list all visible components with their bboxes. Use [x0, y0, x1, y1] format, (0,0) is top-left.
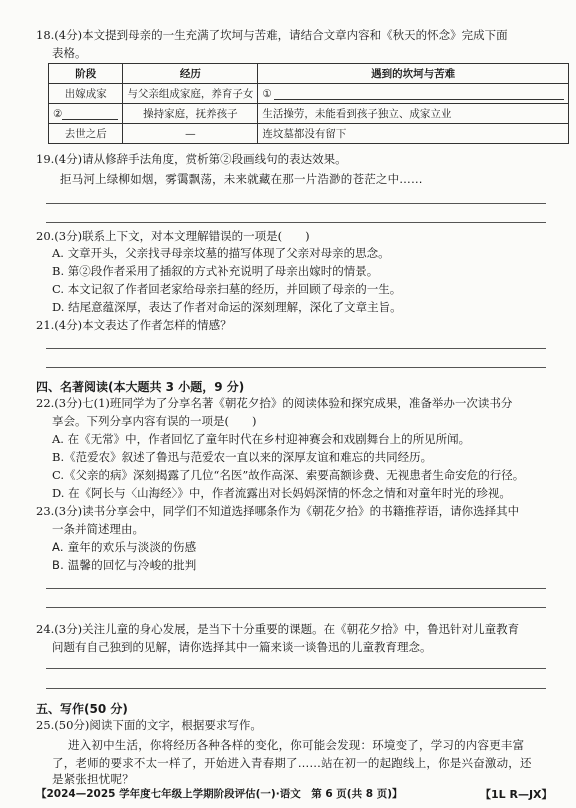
answer-line[interactable]	[46, 688, 546, 689]
q23-option-b: B. 温馨的回忆与冷峻的批判	[52, 558, 197, 572]
table-cell: —	[123, 124, 258, 144]
q20-stem: 20.(3分)联系上下文，对本文理解错误的一项是( )	[36, 229, 310, 243]
q25-quote-line3: 是紧张担忧呢？	[52, 772, 134, 786]
table-row	[49, 124, 569, 144]
table-header-stage: 阶段	[49, 64, 123, 84]
q18-line1: 18.(4分)本文提到母亲的一生充满了坎坷与苦难，请结合文章内容和《秋天的怀念》完成下面	[36, 28, 508, 42]
q23-line1: 23.(3分)读书分享会中，同学们不知道选择哪条作为《朝花夕拾》的书籍推荐语，请你选择其中	[36, 504, 520, 518]
table-cell: 操持家庭，抚养孩子	[123, 104, 258, 124]
page-footer-code: 【1L R—JX】	[480, 788, 553, 801]
q20-option-c: C. 本文记叙了作者回老家给母亲扫墓的经历，并回顾了母亲的一生。	[52, 282, 402, 296]
q22-option-a: A. 在《无常》中，作者回忆了童年时代在乡村迎神赛会和戏剧舞台上的所见所闻。	[52, 432, 471, 446]
q22-line1: 22.(3分)七(1)班同学为了分享名著《朝花夕拾》的阅读体验和探究成果，准备举办一次读书分	[36, 396, 513, 410]
answer-line[interactable]	[46, 203, 546, 204]
answer-blank[interactable]	[62, 109, 118, 120]
answer-line[interactable]	[46, 668, 546, 669]
answer-blank[interactable]	[274, 89, 564, 100]
q20-option-b: B. 第②段作者采用了插叙的方式补充说明了母亲出嫁时的情景。	[52, 264, 379, 278]
q25-quote-line1: 进入初中生活，你将经历各种各样的变化，你可能会发现：环境变了，学习的内容更丰富	[68, 738, 525, 752]
answer-line[interactable]	[46, 348, 546, 349]
q21-line1: 21.(4分)本文表达了作者怎样的情感？	[36, 318, 232, 332]
q22-option-d: D. 在《阿长与〈山海经〉》中，作者流露出对长妈妈深情的怀念之情和对童年时光的珍视。	[52, 486, 511, 500]
q18-line2: 表格。	[52, 46, 87, 60]
table-header-hardship: 遇到的坎坷与苦难	[258, 64, 568, 84]
q22-line2: 享会。下列分享内容有误的一项是( )	[52, 414, 257, 428]
table-cell: 生活操劳，未能看到孩子独立、成家立业	[258, 104, 568, 124]
q24-line2: 问题有自己独到的见解，请你选择其中一篇来谈一谈鲁迅的儿童教育理念。	[52, 640, 432, 654]
table-cell-answer-1[interactable]	[258, 84, 568, 104]
q23-line2: 一条并简述理由。	[52, 522, 144, 536]
q23-option-a: A. 童年的欢乐与淡淡的伤感	[52, 540, 197, 554]
page-footer: 【2024—2025 学年度七年级上学期阶段评估(一)·语文 第 6 页(共 8 页)】	[36, 788, 403, 800]
table-header-experience: 经历	[123, 64, 258, 84]
section-5-title: 五、写作(50 分)	[36, 702, 128, 716]
table-cell: 去世之后	[49, 124, 123, 144]
table-cell: 与父亲组成家庭，养育子女	[123, 84, 258, 104]
q25-line1: 25.(50分)阅读下面的文字，根据要求写作。	[36, 718, 262, 732]
q20-option-d: D. 结尾意蕴深厚，表达了作者对命运的深刻理解，深化了文章主旨。	[52, 300, 402, 314]
q25-quote-line2: 了，老师的要求不太一样了，开始进入青春期了……站在初一的起跑线上，你是兴奋激动，还	[52, 756, 532, 770]
table-header-row	[49, 64, 569, 84]
answer-line[interactable]	[46, 607, 546, 608]
table-row	[49, 104, 569, 124]
q24-line1: 24.(3分)关注儿童的身心发展，是当下十分重要的课题。在《朝花夕拾》中，鲁迅针对儿童教育	[36, 622, 520, 636]
table-cell: 出嫁成家	[49, 84, 123, 104]
answer-line[interactable]	[46, 367, 546, 368]
q20-option-a: A. 文章开头，父亲找寻母亲坟墓的描写体现了父亲对母亲的思念。	[52, 246, 390, 260]
q22-option-b: B.《范爱农》叙述了鲁迅与范爱农一直以来的深厚友谊和难忘的共同经历。	[52, 450, 433, 464]
q22-option-c: C.《父亲的病》深刻揭露了几位“名医”故作高深、索要高额诊费、无视患者生命安危的行径。	[52, 468, 525, 482]
table-cell: ①	[262, 87, 272, 100]
table-row	[49, 84, 569, 104]
q18-table	[48, 63, 569, 144]
answer-line[interactable]	[46, 222, 546, 223]
table-cell: ②	[53, 107, 63, 120]
table-cell-answer-2[interactable]	[49, 104, 123, 124]
section-4-title: 四、名著阅读(本大题共 3 小题，9 分)	[36, 380, 245, 394]
q19-line1: 19.(4分)请从修辞手法角度，赏析第②段画线句的表达效果。	[36, 152, 347, 166]
q19-quote: 拒马河上绿柳如烟，雾霭飘荡，未来就藏在那一片浩渺的苍茫之中……	[60, 172, 423, 186]
table-cell: 连坟墓都没有留下	[258, 124, 568, 144]
answer-line[interactable]	[46, 588, 546, 589]
